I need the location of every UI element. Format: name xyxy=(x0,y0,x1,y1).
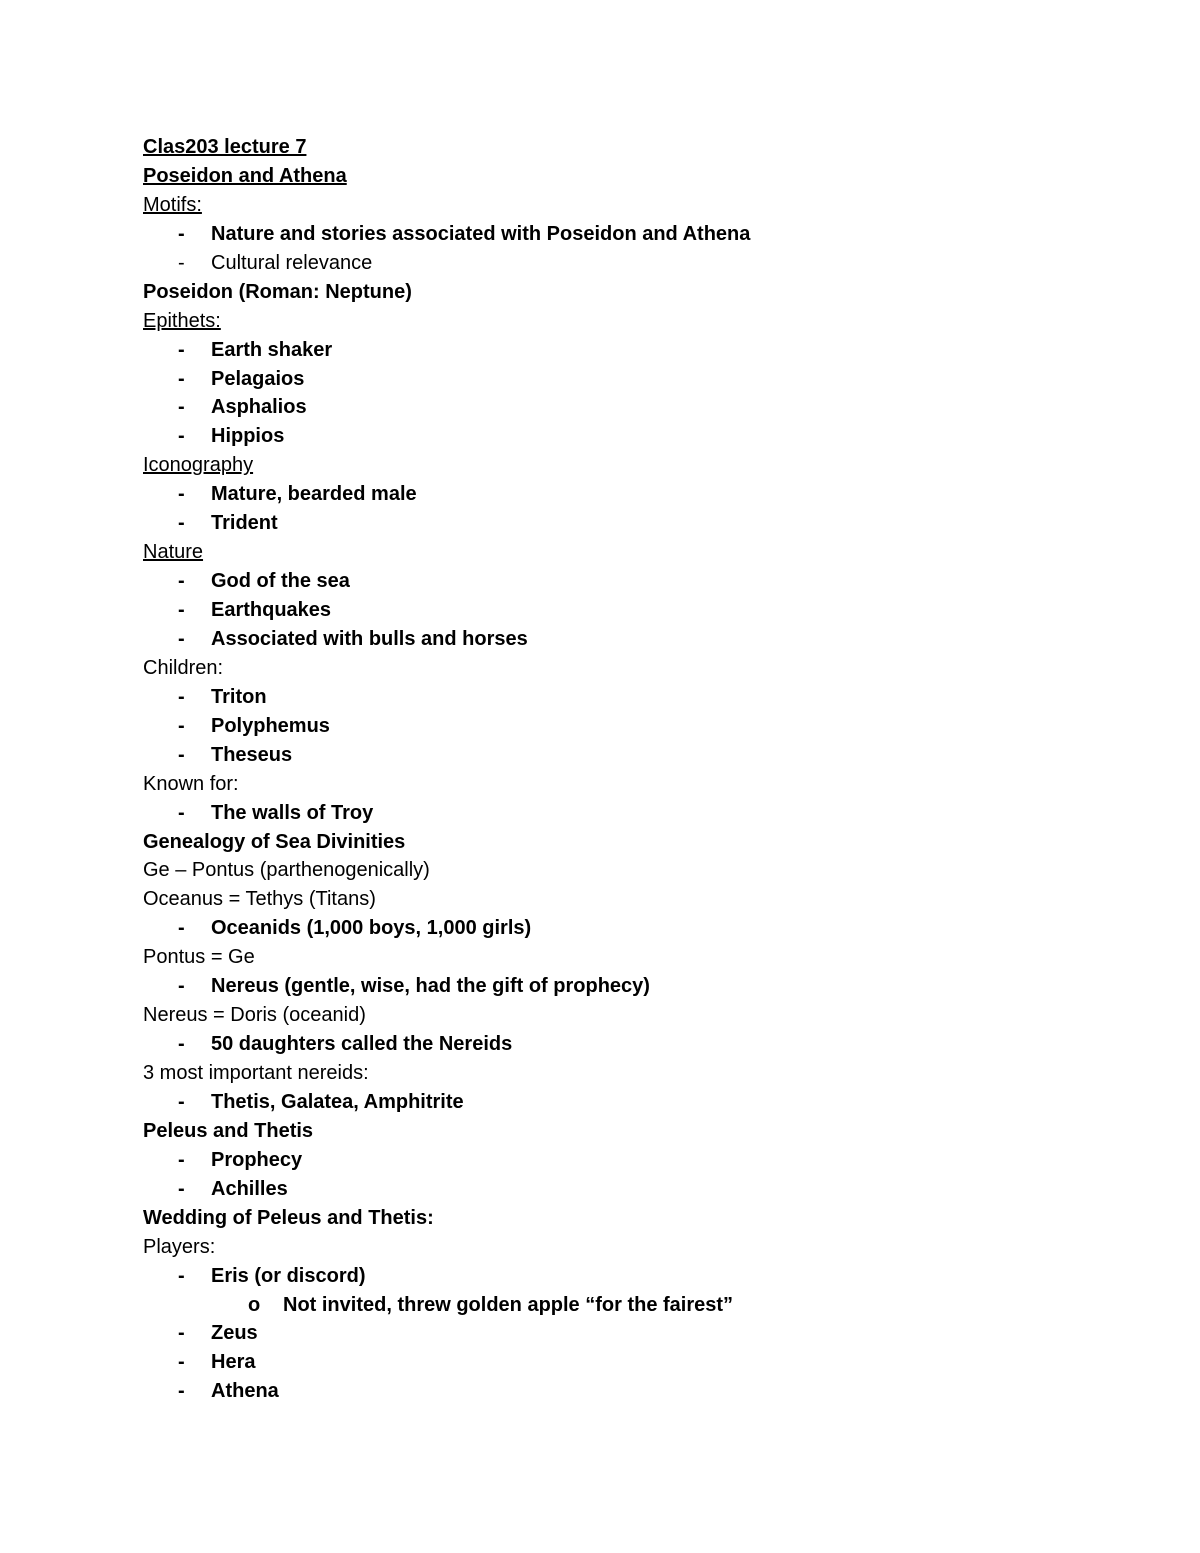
list-bullet-icon: - xyxy=(178,1322,185,1345)
doc-line-text: Pontus = Ge xyxy=(143,946,255,969)
doc-line xyxy=(143,393,1140,422)
doc-line-text: Poseidon (Roman: Neptune) xyxy=(143,280,412,303)
doc-line xyxy=(143,1059,1140,1088)
doc-line-text: Players: xyxy=(143,1235,216,1258)
doc-line-text: Eris (or discord) xyxy=(211,1264,366,1287)
doc-line-text: Ge – Pontus (parthenogenically) xyxy=(143,859,430,882)
doc-line xyxy=(143,1377,1140,1406)
list-bullet-icon: - xyxy=(178,512,185,535)
doc-line-text: Pelagaios xyxy=(211,367,305,390)
list-bullet-icon: - xyxy=(178,917,185,940)
doc-line-text: 50 daughters called the Nereids xyxy=(211,1033,513,1056)
doc-line-text: Nereus (gentle, wise, had the gift of prophecy) xyxy=(211,975,650,998)
doc-line-text: Genealogy of Sea Divinities xyxy=(143,830,406,853)
doc-line-text: Poseidon and Athena xyxy=(143,164,347,187)
doc-line xyxy=(143,278,1140,307)
doc-line xyxy=(143,1001,1140,1030)
list-bullet-icon: - xyxy=(178,367,185,390)
doc-line xyxy=(143,741,1140,770)
list-bullet-icon: - xyxy=(178,1380,185,1403)
doc-line xyxy=(143,1146,1140,1175)
doc-line xyxy=(143,712,1140,741)
doc-line xyxy=(143,799,1140,828)
list-bullet-icon: - xyxy=(178,1351,185,1374)
doc-line-text: Nature and stories associated with Poseidon and Athena xyxy=(211,222,751,245)
doc-line xyxy=(143,972,1140,1001)
list-bullet-icon: - xyxy=(178,1264,185,1287)
doc-line xyxy=(143,249,1140,278)
list-bullet-icon: - xyxy=(178,975,185,998)
doc-line-text: Hippios xyxy=(211,425,285,448)
doc-line xyxy=(143,1319,1140,1348)
doc-line xyxy=(143,365,1140,394)
list-bullet-icon: - xyxy=(178,1033,185,1056)
list-bullet-icon: o xyxy=(248,1293,261,1316)
doc-line-text: Clas203 lecture 7 xyxy=(143,136,307,158)
doc-line-text: Oceanids (1,000 boys, 1,000 girls) xyxy=(211,917,532,940)
doc-line-text: Peleus and Thetis xyxy=(143,1119,314,1142)
doc-line-text: Wedding of Peleus and Thetis: xyxy=(143,1206,434,1229)
doc-line-text: Polyphemus xyxy=(211,714,330,737)
doc-line-text: Prophecy xyxy=(211,1148,303,1171)
doc-line xyxy=(143,567,1140,596)
doc-line-text: Cultural relevance xyxy=(211,251,373,274)
doc-line-text: Zeus xyxy=(211,1322,258,1345)
doc-line xyxy=(143,451,1140,480)
doc-line xyxy=(143,480,1140,509)
doc-line xyxy=(143,422,1140,451)
list-bullet-icon: - xyxy=(178,1090,185,1113)
doc-line-text: Triton xyxy=(211,685,267,708)
doc-line-text: Achilles xyxy=(211,1177,288,1200)
doc-line-text: Motifs: xyxy=(143,193,202,216)
doc-line-text: Mature, bearded male xyxy=(211,483,417,506)
doc-line-text: Theseus xyxy=(211,743,293,766)
doc-line xyxy=(143,856,1140,885)
list-bullet-icon: - xyxy=(178,570,185,593)
doc-line xyxy=(143,307,1140,336)
doc-line-text: Hera xyxy=(211,1351,256,1374)
doc-line-text: Nereus = Doris (oceanid) xyxy=(143,1004,366,1027)
doc-line xyxy=(143,828,1140,857)
list-bullet-icon: - xyxy=(178,743,185,766)
doc-line-text: Earth shaker xyxy=(211,338,333,361)
doc-line xyxy=(143,1348,1140,1377)
list-bullet-icon: - xyxy=(178,599,185,621)
doc-line-text: Epithets: xyxy=(143,309,221,332)
list-bullet-icon: - xyxy=(178,396,185,419)
doc-line-text: God of the sea xyxy=(211,570,350,593)
doc-line xyxy=(143,943,1140,972)
doc-line xyxy=(143,683,1140,712)
list-bullet-icon: - xyxy=(178,801,185,824)
doc-line-text: The walls of Troy xyxy=(211,801,374,824)
doc-line-text: Trident xyxy=(211,512,278,535)
doc-line-text: Oceanus = Tethys (Titans) xyxy=(143,888,376,911)
list-bullet-icon: - xyxy=(178,251,185,274)
document-body xyxy=(143,133,1140,1406)
list-bullet-icon: - xyxy=(178,483,185,506)
doc-line xyxy=(143,1030,1140,1059)
doc-line-text: Asphalios xyxy=(211,396,307,419)
list-bullet-icon: - xyxy=(178,685,185,708)
doc-line-text: Iconography xyxy=(143,454,254,477)
doc-line xyxy=(143,220,1140,249)
doc-line-text: Thetis, Galatea, Amphitrite xyxy=(211,1090,464,1113)
list-bullet-icon: - xyxy=(178,627,185,650)
doc-line xyxy=(143,1233,1140,1262)
doc-line-text: Known for: xyxy=(143,772,239,795)
doc-line xyxy=(143,1204,1140,1233)
doc-line xyxy=(143,625,1140,654)
doc-line-text: Nature xyxy=(143,541,204,564)
doc-line xyxy=(143,885,1140,914)
doc-line-text: Not invited, threw golden apple “for the fairest” xyxy=(283,1293,734,1316)
doc-line xyxy=(143,914,1140,943)
doc-line xyxy=(143,191,1140,220)
list-bullet-icon: - xyxy=(178,1177,185,1200)
doc-line xyxy=(143,1175,1140,1204)
doc-line xyxy=(143,162,1140,191)
doc-line xyxy=(143,770,1140,799)
doc-line xyxy=(143,1117,1140,1146)
list-bullet-icon: - xyxy=(178,222,185,245)
doc-line xyxy=(143,538,1140,567)
doc-line-text: Associated with bulls and horses xyxy=(211,627,528,650)
doc-line-text: 3 most important nereids: xyxy=(143,1062,369,1084)
doc-line-text: Athena xyxy=(211,1380,279,1403)
list-bullet-icon: - xyxy=(178,1148,185,1171)
doc-line-text: Children: xyxy=(143,656,224,679)
doc-line xyxy=(143,596,1140,625)
doc-line xyxy=(143,1291,1140,1320)
doc-line xyxy=(143,133,1140,162)
doc-line xyxy=(143,1262,1140,1291)
doc-line-text: Earthquakes xyxy=(211,599,332,621)
list-bullet-icon: - xyxy=(178,714,185,737)
doc-line xyxy=(143,509,1140,538)
list-bullet-icon: - xyxy=(178,425,185,448)
doc-line xyxy=(143,1088,1140,1117)
doc-line xyxy=(143,654,1140,683)
list-bullet-icon: - xyxy=(178,338,185,361)
doc-line xyxy=(143,336,1140,365)
